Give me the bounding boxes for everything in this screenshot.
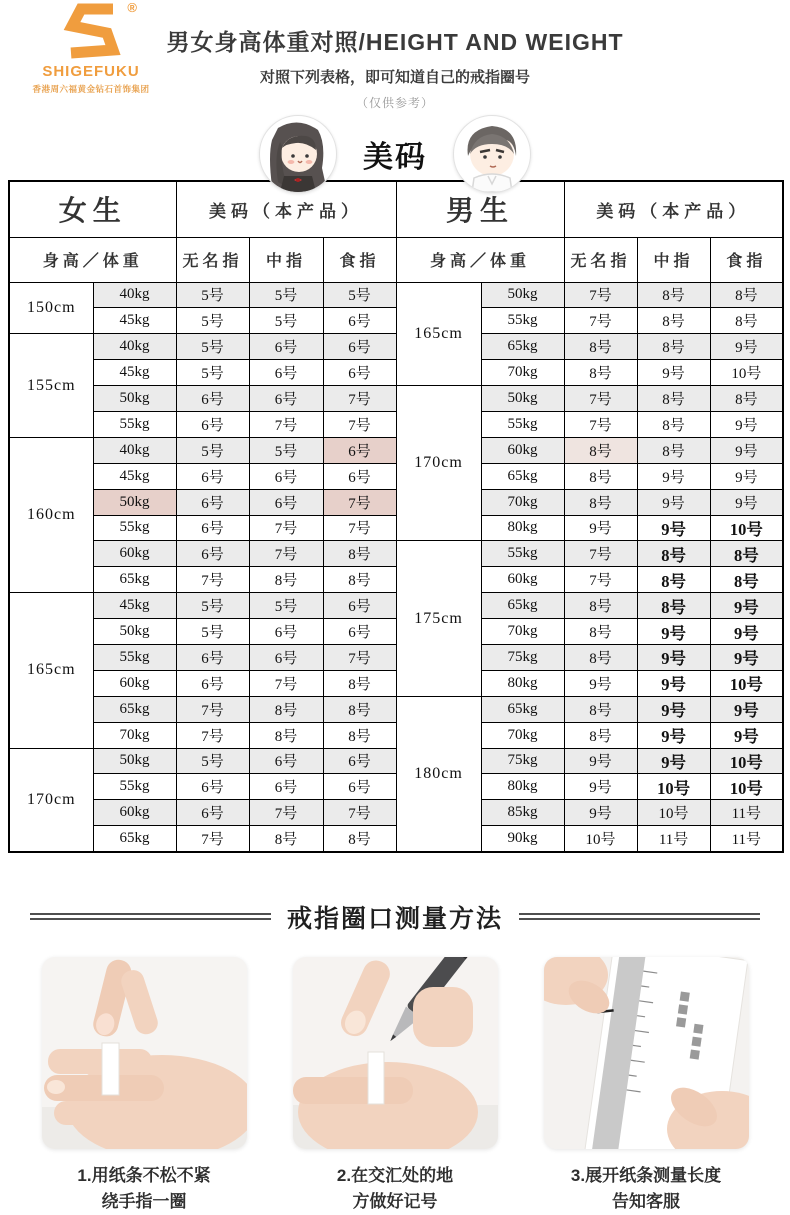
table-row (9, 696, 783, 722)
female-size-cell: 7号 (323, 644, 396, 670)
table-row (9, 722, 783, 748)
male-size-cell: 8号 (564, 644, 637, 670)
female-weight-cell: 50kg (93, 489, 176, 515)
female-size-cell: 7号 (249, 670, 323, 696)
female-size-cell: 8号 (323, 670, 396, 696)
female-size-cell: 6号 (323, 463, 396, 489)
female-size-cell: 5号 (176, 334, 249, 360)
divider-line-left (30, 913, 271, 920)
female-size-cell: 7号 (323, 489, 396, 515)
male-size-cell: 8号 (564, 696, 637, 722)
male-size-cell: 10号 (710, 515, 783, 541)
male-weight-cell: 65kg (481, 463, 564, 489)
brand-name: SHIGEFUKU (42, 63, 140, 80)
female-weight-cell: 45kg (93, 593, 176, 619)
male-weight-cell: 90kg (481, 826, 564, 852)
male-size-cell: 8号 (637, 282, 710, 308)
table-row (9, 308, 783, 334)
male-weight-cell: 60kg (481, 437, 564, 463)
female-size-cell: 6号 (176, 463, 249, 489)
table-row (9, 515, 783, 541)
table-row (9, 411, 783, 437)
table-row (9, 489, 783, 515)
female-size-cell: 5号 (176, 619, 249, 645)
male-size-cell: 8号 (637, 437, 710, 463)
male-size-cell: 9号 (710, 334, 783, 360)
male-size-cell: 9号 (710, 696, 783, 722)
male-size-cell: 9号 (637, 619, 710, 645)
female-height-cell: 170cm (9, 748, 93, 852)
male-weight-cell: 50kg (481, 282, 564, 308)
ruler-measure-strip-icon (544, 957, 749, 1149)
female-size-cell: 7号 (249, 541, 323, 567)
female-size-cell: 5号 (176, 748, 249, 774)
size-chart-table (8, 180, 782, 853)
female-size-cell: 8号 (323, 567, 396, 593)
male-height-cell: 175cm (396, 541, 481, 696)
female-size-cell: 6号 (176, 411, 249, 437)
female-weight-cell: 50kg (93, 748, 176, 774)
male-size-cell: 9号 (637, 670, 710, 696)
male-weight-cell: 70kg (481, 722, 564, 748)
female-size-cell: 7号 (249, 800, 323, 826)
male-size-cell: 10号 (637, 800, 710, 826)
page-title: 男女身高体重对照/HEIGHT AND WEIGHT (166, 29, 624, 55)
size-standard-label: 美码 (363, 141, 427, 174)
female-weight-cell: 55kg (93, 644, 176, 670)
male-weight-cell: 75kg (481, 644, 564, 670)
female-size-cell: 6号 (249, 644, 323, 670)
female-size-cell: 5号 (249, 282, 323, 308)
male-size-cell: 11号 (710, 800, 783, 826)
female-weight-cell: 60kg (93, 541, 176, 567)
female-size-cell: 6号 (323, 748, 396, 774)
table-row (9, 567, 783, 593)
male-size-cell: 9号 (564, 800, 637, 826)
female-size-cell: 5号 (249, 593, 323, 619)
female-size-cell: 6号 (323, 437, 396, 463)
female-ring-finger-header: 无名指 (176, 237, 249, 282)
female-size-cell: 6号 (176, 541, 249, 567)
male-product-header: 美码（本产品） (564, 181, 783, 237)
male-size-cell: 8号 (564, 593, 637, 619)
male-size-cell: 9号 (710, 644, 783, 670)
female-size-cell: 6号 (249, 774, 323, 800)
male-size-cell: 9号 (710, 463, 783, 489)
step-2-caption: 2.在交汇处的地 方做好记号 (336, 1165, 454, 1211)
table-row (9, 360, 783, 386)
male-size-cell: 9号 (637, 463, 710, 489)
female-product-header: 美码（本产品） (176, 181, 396, 237)
table-row (9, 670, 783, 696)
male-size-cell: 8号 (710, 282, 783, 308)
female-avatar-icon (260, 116, 336, 192)
step-1-caption: 1.用纸条不松不紧 绕手指一圈 (77, 1165, 211, 1211)
female-size-cell: 8号 (249, 826, 323, 852)
female-size-cell: 8号 (323, 696, 396, 722)
female-weight-cell: 40kg (93, 282, 176, 308)
female-hw-header: 身高／体重 (9, 237, 176, 282)
registered-mark: ® (127, 0, 137, 15)
male-size-cell: 10号 (637, 774, 710, 800)
male-height-cell: 180cm (396, 696, 481, 851)
male-weight-cell: 70kg (481, 360, 564, 386)
male-size-cell: 9号 (710, 593, 783, 619)
female-size-cell: 6号 (323, 774, 396, 800)
male-weight-cell: 50kg (481, 386, 564, 412)
male-size-cell: 9号 (637, 722, 710, 748)
male-weight-cell: 65kg (481, 696, 564, 722)
female-weight-cell: 45kg (93, 360, 176, 386)
table-row (9, 437, 783, 463)
female-size-cell: 6号 (249, 748, 323, 774)
male-size-cell: 9号 (564, 774, 637, 800)
measure-step-1 (40, 957, 248, 1215)
male-size-cell: 8号 (564, 334, 637, 360)
table-row (9, 541, 783, 567)
step-2-photo (293, 957, 498, 1149)
female-size-cell: 8号 (323, 826, 396, 852)
measure-step-3 (542, 957, 750, 1215)
female-size-cell: 5号 (323, 282, 396, 308)
measure-step-2 (291, 957, 499, 1215)
step-1-photo (42, 957, 247, 1149)
female-weight-cell: 45kg (93, 308, 176, 334)
male-size-cell: 8号 (710, 386, 783, 412)
step-3-caption: 3.展开纸条测量长度 告知客服 (570, 1165, 722, 1211)
male-size-cell: 7号 (564, 567, 637, 593)
female-size-cell: 6号 (249, 334, 323, 360)
female-size-cell: 7号 (176, 696, 249, 722)
male-weight-cell: 55kg (481, 308, 564, 334)
male-size-cell: 8号 (710, 308, 783, 334)
female-weight-cell: 55kg (93, 515, 176, 541)
male-size-cell: 7号 (564, 411, 637, 437)
brand-tagline: 香港周六福黄金钻石首饰集团 (32, 84, 150, 94)
female-size-cell: 7号 (323, 800, 396, 826)
size-table-body (9, 282, 783, 852)
male-height-cell: 165cm (396, 282, 481, 386)
table-row (9, 619, 783, 645)
female-size-cell: 8号 (249, 722, 323, 748)
female-size-cell: 7号 (249, 515, 323, 541)
male-size-cell: 11号 (637, 826, 710, 852)
female-size-cell: 6号 (249, 386, 323, 412)
male-size-cell: 9号 (564, 748, 637, 774)
female-size-cell: 7号 (323, 411, 396, 437)
female-size-cell: 5号 (249, 437, 323, 463)
female-weight-cell: 50kg (93, 619, 176, 645)
female-index-finger-header: 食指 (323, 237, 396, 282)
female-size-cell: 5号 (176, 308, 249, 334)
male-group-header: 男生 (396, 181, 564, 237)
male-size-cell: 9号 (637, 360, 710, 386)
male-size-cell: 9号 (710, 411, 783, 437)
male-size-cell: 8号 (637, 567, 710, 593)
female-weight-cell: 60kg (93, 800, 176, 826)
female-size-cell: 6号 (176, 670, 249, 696)
male-avatar (453, 115, 531, 193)
female-weight-cell: 45kg (93, 463, 176, 489)
female-weight-cell: 55kg (93, 411, 176, 437)
female-size-cell: 8号 (249, 696, 323, 722)
measure-method-divider (30, 899, 760, 935)
female-weight-cell: 50kg (93, 386, 176, 412)
female-size-cell: 7号 (323, 386, 396, 412)
male-size-cell: 9号 (637, 696, 710, 722)
female-size-cell: 7号 (249, 411, 323, 437)
male-size-cell: 9号 (564, 515, 637, 541)
female-size-cell: 6号 (323, 593, 396, 619)
male-ring-finger-header: 无名指 (564, 237, 637, 282)
table-row (9, 282, 783, 308)
female-size-cell: 6号 (176, 644, 249, 670)
female-size-cell: 8号 (249, 567, 323, 593)
male-size-cell: 8号 (564, 619, 637, 645)
male-size-cell: 8号 (637, 308, 710, 334)
table-row (9, 774, 783, 800)
female-size-cell: 5号 (176, 593, 249, 619)
female-size-cell: 6号 (249, 463, 323, 489)
step-3-photo (544, 957, 749, 1149)
female-size-cell: 8号 (323, 722, 396, 748)
table-row (9, 593, 783, 619)
male-size-cell: 8号 (637, 541, 710, 567)
female-size-cell: 6号 (249, 489, 323, 515)
male-size-cell: 8号 (637, 411, 710, 437)
female-weight-cell: 70kg (93, 722, 176, 748)
female-size-cell: 5号 (176, 360, 249, 386)
female-weight-cell: 55kg (93, 774, 176, 800)
table-row (9, 386, 783, 412)
male-size-cell: 9号 (637, 515, 710, 541)
male-hw-header: 身高／体重 (396, 237, 564, 282)
male-weight-cell: 80kg (481, 774, 564, 800)
female-weight-cell: 60kg (93, 670, 176, 696)
female-size-cell: 6号 (323, 360, 396, 386)
male-avatar-icon (454, 116, 530, 192)
male-index-finger-header: 食指 (710, 237, 783, 282)
female-size-cell: 6号 (249, 619, 323, 645)
male-weight-cell: 55kg (481, 411, 564, 437)
male-size-cell: 9号 (710, 489, 783, 515)
female-height-cell: 165cm (9, 593, 93, 748)
pen-mark-at-overlap-icon (293, 957, 498, 1149)
male-weight-cell: 80kg (481, 670, 564, 696)
male-size-cell: 9号 (710, 722, 783, 748)
table-row (9, 800, 783, 826)
male-size-cell: 8号 (710, 567, 783, 593)
male-size-cell: 10号 (710, 774, 783, 800)
male-middle-finger-header: 中指 (637, 237, 710, 282)
female-size-cell: 6号 (176, 386, 249, 412)
male-size-cell: 9号 (710, 619, 783, 645)
female-group-header: 女生 (9, 181, 176, 237)
reference-note: （仅供参考） (355, 96, 434, 110)
female-avatar (259, 115, 337, 193)
brand-block (16, 2, 166, 95)
male-size-cell: 7号 (564, 541, 637, 567)
male-weight-cell: 60kg (481, 567, 564, 593)
male-weight-cell: 85kg (481, 800, 564, 826)
male-size-cell: 7号 (564, 282, 637, 308)
female-size-cell: 5号 (249, 308, 323, 334)
female-weight-cell: 40kg (93, 437, 176, 463)
female-weight-cell: 65kg (93, 696, 176, 722)
male-weight-cell: 65kg (481, 593, 564, 619)
female-size-cell: 7号 (176, 722, 249, 748)
female-size-cell: 5号 (176, 437, 249, 463)
male-size-cell: 8号 (637, 386, 710, 412)
male-size-cell: 9号 (637, 748, 710, 774)
male-size-cell: 9号 (637, 644, 710, 670)
male-size-cell: 8号 (637, 593, 710, 619)
female-size-cell: 6号 (323, 334, 396, 360)
female-size-cell: 7号 (176, 567, 249, 593)
male-size-cell: 11号 (710, 826, 783, 852)
male-weight-cell: 75kg (481, 748, 564, 774)
female-size-cell: 7号 (323, 515, 396, 541)
male-weight-cell: 55kg (481, 541, 564, 567)
male-size-cell: 9号 (710, 437, 783, 463)
male-size-cell: 10号 (564, 826, 637, 852)
male-size-cell: 10号 (710, 360, 783, 386)
male-size-cell: 10号 (710, 670, 783, 696)
female-weight-cell: 40kg (93, 334, 176, 360)
male-size-cell: 8号 (710, 541, 783, 567)
male-weight-cell: 65kg (481, 334, 564, 360)
male-size-cell: 8号 (564, 463, 637, 489)
male-size-cell: 10号 (710, 748, 783, 774)
header-section (0, 0, 790, 180)
male-height-cell: 170cm (396, 386, 481, 541)
divider-line-right (519, 913, 760, 920)
male-size-cell: 9号 (564, 670, 637, 696)
table-row (9, 748, 783, 774)
male-weight-cell: 80kg (481, 515, 564, 541)
female-middle-finger-header: 中指 (249, 237, 323, 282)
female-weight-cell: 65kg (93, 826, 176, 852)
female-height-cell: 160cm (9, 437, 93, 592)
female-height-cell: 150cm (9, 282, 93, 334)
male-size-cell: 8号 (637, 334, 710, 360)
female-height-cell: 155cm (9, 334, 93, 438)
female-size-cell: 5号 (176, 282, 249, 308)
table-row (9, 826, 783, 852)
male-weight-cell: 70kg (481, 489, 564, 515)
female-size-cell: 6号 (323, 308, 396, 334)
male-size-cell: 9号 (637, 489, 710, 515)
female-size-cell: 6号 (249, 360, 323, 386)
measure-method-title: 戒指圈口测量方法 (287, 904, 504, 933)
male-size-cell: 8号 (564, 437, 637, 463)
male-weight-cell: 70kg (481, 619, 564, 645)
female-size-cell: 6号 (323, 619, 396, 645)
page-subtitle: 对照下列表格，即可知道自己的戒指圈号 (259, 69, 530, 86)
female-weight-cell: 65kg (93, 567, 176, 593)
female-size-cell: 6号 (176, 489, 249, 515)
female-size-cell: 8号 (323, 541, 396, 567)
male-size-cell: 8号 (564, 360, 637, 386)
female-size-cell: 7号 (176, 826, 249, 852)
paper-strip-around-finger-icon (42, 957, 247, 1149)
brand-logo-icon (59, 2, 123, 60)
table-row (9, 644, 783, 670)
table-header-row-2 (9, 237, 783, 282)
male-size-cell: 8号 (564, 722, 637, 748)
female-size-cell: 6号 (176, 774, 249, 800)
male-size-cell: 8号 (564, 489, 637, 515)
table-row (9, 463, 783, 489)
female-size-cell: 6号 (176, 515, 249, 541)
male-size-cell: 7号 (564, 386, 637, 412)
measure-steps (0, 957, 790, 1215)
male-size-cell: 7号 (564, 308, 637, 334)
table-row (9, 334, 783, 360)
female-size-cell: 6号 (176, 800, 249, 826)
